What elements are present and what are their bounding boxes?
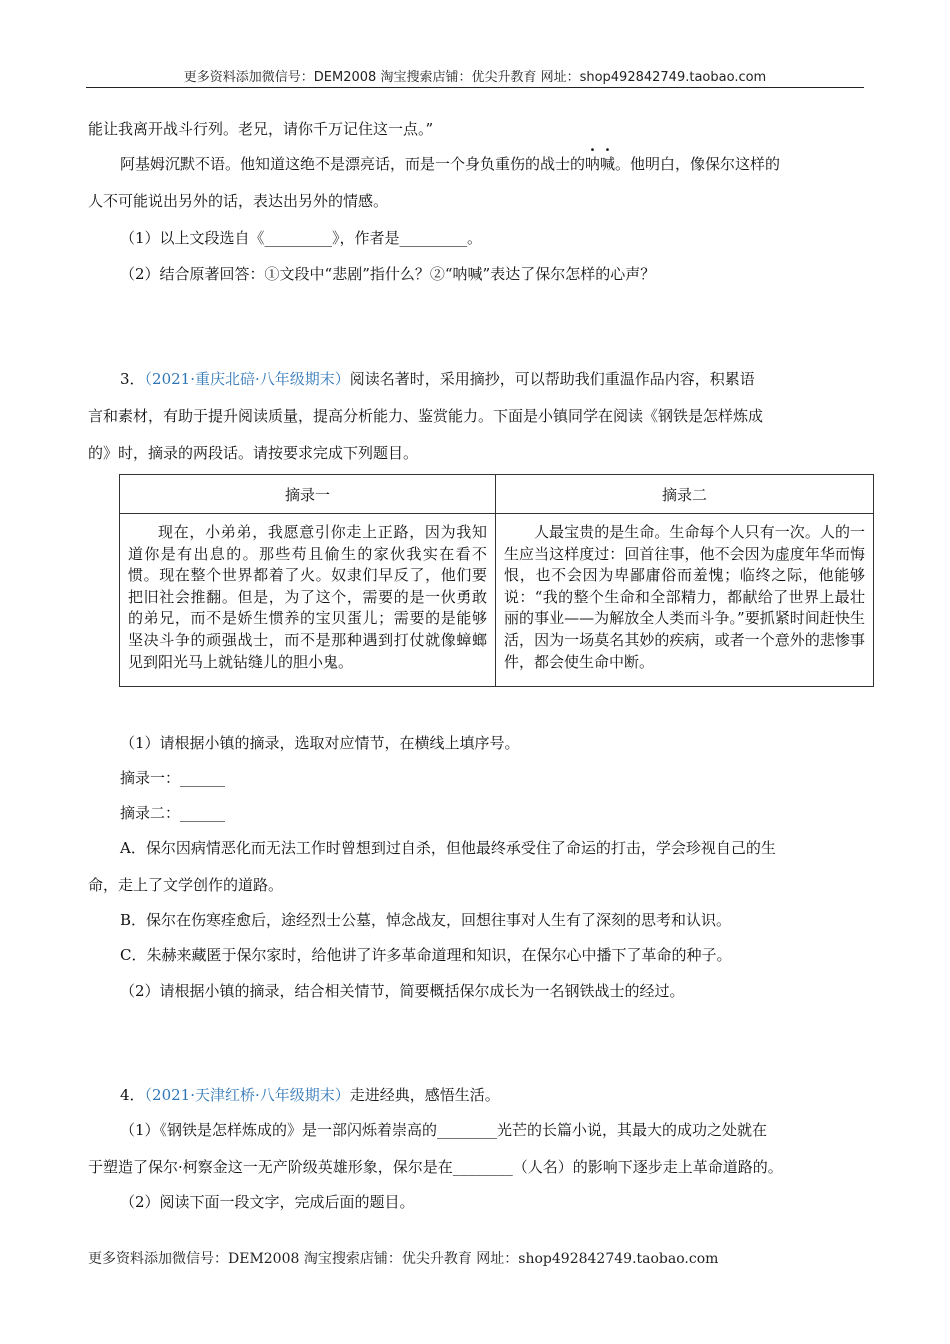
- question-source: （2021·重庆北碚·八年级期末）: [144, 370, 350, 388]
- passage-text: 阿基姆沉默不语。他知道这绝不是漂亮话，而是一个身负重伤的战士的: [120, 155, 586, 173]
- passage-line: 能让我离开战斗行列。老兄，请你千万记住这一点。”: [88, 120, 434, 138]
- header-divider: [86, 87, 864, 88]
- excerpt-cell: 现在，小弟弟，我愿意引你走上正路，因为我知道你是有出息的。那些苟且偷生的家伙我实在看不惯。现在整个世界都着了火。奴隶们早反了，他们要把旧社会推翻。但是，为了这个，需要的是一伙勇敢的弟兄，而不是娇生惯养的宝贝蛋儿；需要的是能够坚决斗争的顽强战士，而不是那种遇到打仗就像蟑螂见到阳光马上就钻缝儿的胆小鬼。: [120, 514, 496, 687]
- passage-text: 。他明白，像保尔这样的: [615, 155, 781, 173]
- question-3-line: 言和素材，有助于提升阅读质量，提高分析能力、鉴赏能力。下面是小镇同学在阅读《钢铁是怎样炼成: [88, 407, 764, 425]
- excerpt-header: 摘录一: [120, 475, 496, 514]
- option-a: A．保尔因病情恶化而无法工作时曾想到过自杀，但他最终承受住了命运的打击，学会珍视自己的生: [120, 839, 776, 857]
- question-4-1-cont: 于塑造了保尔·柯察金这一无产阶级英雄形象，保尔是在________（人名）的影响下逐步走上革命道路的。: [88, 1158, 783, 1176]
- question-4-2: （2）阅读下面一段文字，完成后面的题目。: [120, 1193, 415, 1211]
- page-header: 更多资料添加微信号：DEM2008 淘宝搜索店铺：优尖升教育 网址：shop492842749.taobao.com: [183, 70, 767, 85]
- answer-blank: 摘录一：______: [120, 769, 226, 787]
- excerpt-header: 摘录二: [496, 475, 874, 514]
- option-b: B．保尔在伤寒痊愈后，途经烈士公墓，悼念战友，回想往事对人生有了深刻的思考和认识。: [120, 911, 732, 929]
- question-4-title: [120, 1084, 500, 1105]
- excerpt-table: [119, 474, 874, 687]
- option-a-cont: 命，走上了文学创作的道路。: [88, 876, 284, 894]
- question-3-line: 的》时，摘录的两段话。请按要求完成下列题目。: [88, 444, 419, 462]
- question-number: 3．: [120, 370, 145, 388]
- question-3-title: [120, 368, 755, 389]
- question-source: （2021·天津红桥·八年级期末）: [144, 1086, 350, 1104]
- question-text: 走进经典，感悟生活。: [349, 1086, 500, 1104]
- emphasis-char: 喊: [600, 155, 616, 173]
- question-3-2: （2）请根据小镇的摘录，结合相关情节，简要概括保尔成长为一名钢铁战士的经过。: [120, 982, 685, 1000]
- question-text: 阅读名著时，采用摘抄，可以帮助我们重温作品内容，积累语: [349, 370, 755, 388]
- excerpt-cell: 人最宝贵的是生命。生命每个人只有一次。人的一生应当这样度过：回首往事，他不会因为虚度年华而悔恨，也不会因为卑鄙庸俗而羞愧；临终之际，他能够说：“我的整个生命和全部精力，都献给了世界上最壮丽的事业——为解放全人类而斗争。”要抓紧时间赶快生活，因为一场莫名其妙的疾病，或者一个意外的悲惨事件，都会使生命中断。: [496, 514, 874, 687]
- question-3-1: （1）请根据小镇的摘录，选取对应情节，在横线上填序号。: [120, 734, 520, 752]
- passage-line: 人不可能说出另外的话，表达出另外的情感。: [88, 192, 389, 210]
- question-2-1: （1）以上文段选自《_________》，作者是_________。: [120, 229, 483, 247]
- passage-paragraph: [120, 153, 780, 174]
- question-2-2: （2）结合原著回答：①文段中“悲剧”指什么？②“呐喊”表达了保尔怎样的心声？: [120, 265, 656, 283]
- question-number: 4．: [120, 1086, 145, 1104]
- page-footer: 更多资料添加微信号：DEM2008 淘宝搜索店铺：优尖升教育 网址：shop492842749.taobao.com: [88, 1251, 719, 1267]
- option-c: C．朱赫来藏匿于保尔家时，给他讲了许多革命道理和知识，在保尔心中播下了革命的种子。: [120, 946, 732, 964]
- answer-blank: 摘录二：______: [120, 804, 226, 822]
- question-4-1: （1）《钢铁是怎样炼成的》是一部闪烁着崇高的________光芒的长篇小说，其最大的成功之处就在: [120, 1121, 768, 1139]
- emphasis-char: 呐: [585, 155, 601, 173]
